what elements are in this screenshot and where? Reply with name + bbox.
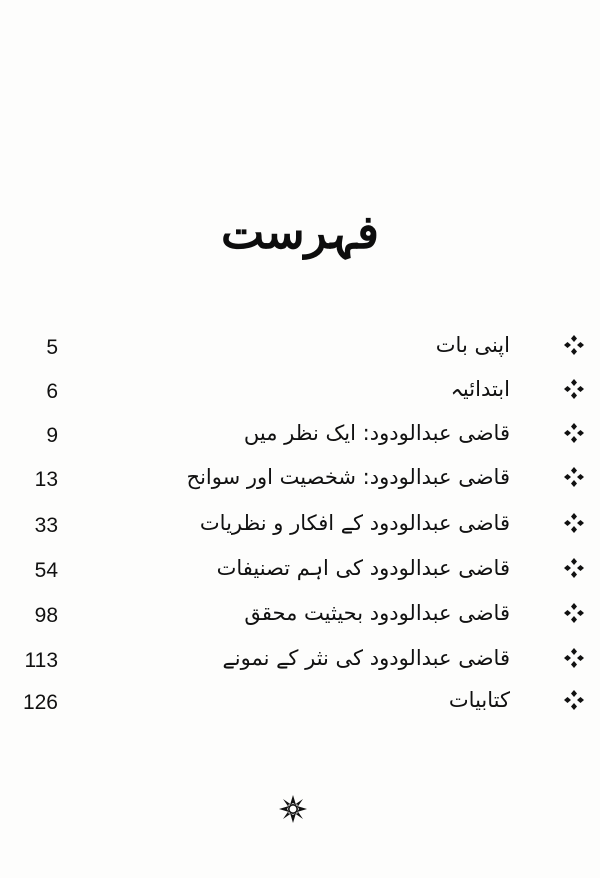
four-diamond-bullet-icon: [563, 334, 585, 356]
page-number: 98: [34, 604, 58, 627]
entry-title: قاضی عبدالودود: شخصیت اور سوانح: [186, 465, 510, 489]
four-diamond-bullet-icon: [563, 422, 585, 444]
entry-title: قاضی عبدالودود بحیثیت محقق: [244, 601, 510, 625]
four-diamond-bullet-icon: [563, 466, 585, 488]
entry-title: قاضی عبدالودود کی اہم تصنیفات: [216, 556, 510, 580]
entry-title: اپنی بات: [435, 333, 510, 357]
toc-row: [0, 328, 600, 368]
page-number: 126: [22, 691, 58, 714]
entry-title: ابتدائیہ: [450, 377, 510, 401]
four-diamond-bullet-icon: [563, 689, 585, 711]
entry-title: قاضی عبدالودود کی نثر کے نمونے: [222, 646, 510, 670]
toc-row: [0, 683, 600, 723]
page-number: 6: [46, 380, 58, 403]
toc-row: [0, 506, 600, 546]
toc-row: [0, 596, 600, 636]
entry-title: کتابیات: [448, 688, 510, 712]
contents-heading: فہرست: [220, 205, 380, 259]
toc-row: [0, 460, 600, 500]
toc-row: [0, 372, 600, 412]
four-diamond-bullet-icon: [563, 378, 585, 400]
eight-point-star-icon: [278, 794, 308, 824]
page-number: 54: [34, 559, 58, 582]
page-number: 13: [34, 468, 58, 491]
four-diamond-bullet-icon: [563, 512, 585, 534]
page-number: 33: [34, 514, 58, 537]
toc-row: [0, 551, 600, 591]
page-number: 5: [46, 336, 58, 359]
toc-row: [0, 416, 600, 456]
four-diamond-bullet-icon: [563, 647, 585, 669]
page-number: 9: [46, 424, 58, 447]
toc-row: [0, 641, 600, 681]
four-diamond-bullet-icon: [563, 602, 585, 624]
four-diamond-bullet-icon: [563, 557, 585, 579]
entry-title: قاضی عبدالودود: ایک نظر میں: [243, 421, 510, 445]
page-number: 113: [24, 649, 58, 672]
entry-title: قاضی عبدالودود کے افکار و نظریات: [199, 511, 510, 535]
